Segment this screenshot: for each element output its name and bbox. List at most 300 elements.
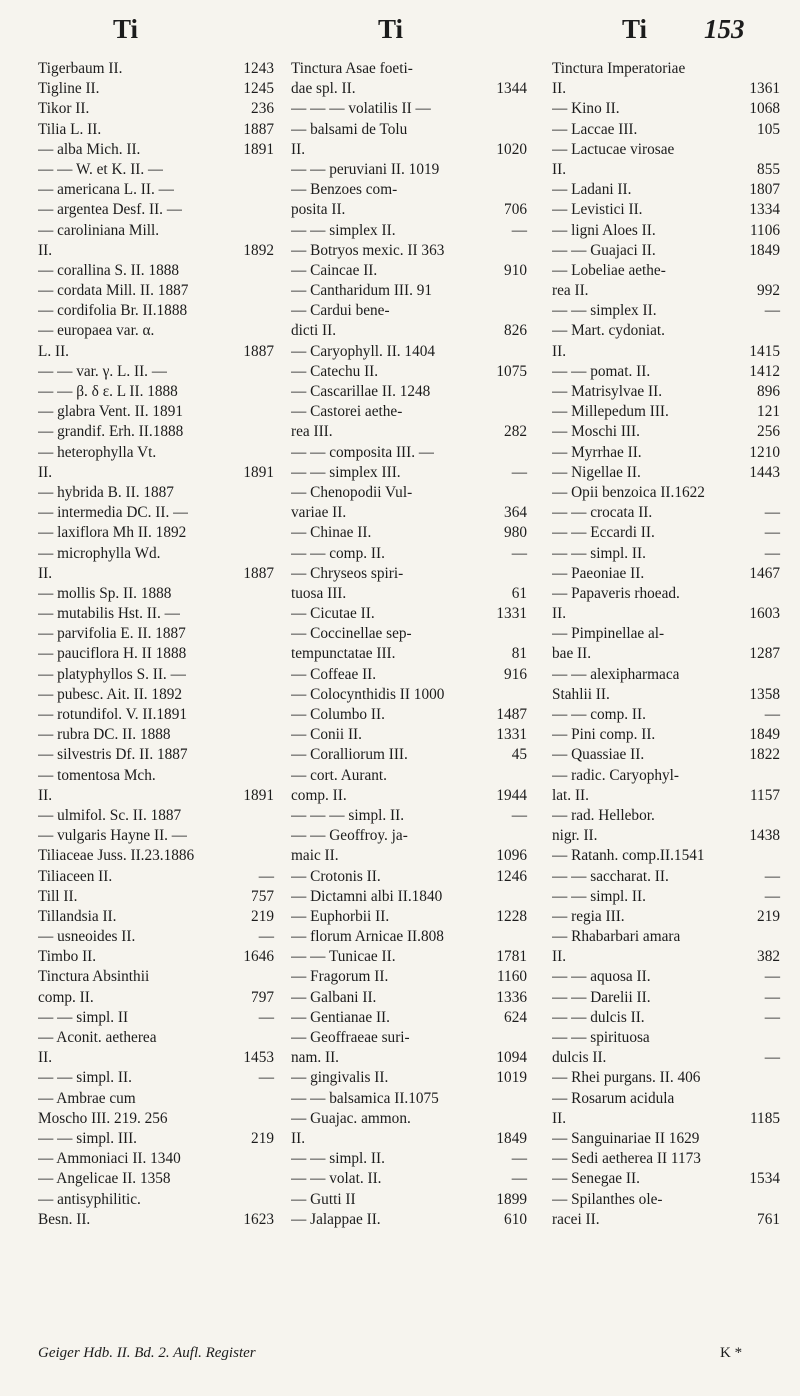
entry-term: — cort. Aurant. [291,766,388,784]
index-entry [38,79,274,99]
entry-term: — Columbo II. [291,706,385,723]
index-entry [552,483,780,503]
entry-page: 61 [511,584,527,602]
entry-term: II. [552,1109,567,1127]
index-entry [291,402,527,422]
entry-term: — — simpl. II. [38,1069,132,1087]
index-entry [291,463,527,483]
index-entry [552,1008,780,1028]
index-entry [552,362,780,382]
index-entry [291,584,527,604]
entry-page: 1412 [749,362,780,380]
index-entry [291,988,527,1008]
index-entry [291,241,527,261]
entry-term: — Galbani II. [291,988,377,1006]
index-entry [38,584,274,604]
entry-term: — florum Arnicae II.808 [291,928,444,946]
entry-term: — rubra DC. II. 1888 [38,726,171,744]
index-entry [38,766,274,786]
index-entry [291,705,527,725]
entry-page: — [764,706,780,723]
entry-page: — [764,544,780,562]
index-entry [38,261,274,281]
entry-page: 1849 [749,726,780,744]
index-entry [38,745,274,765]
index-entry [291,79,527,99]
index-entry [291,261,527,281]
entry-page: 896 [757,383,780,400]
entry-term: Tiliaceae Juss. II.23.1886 [38,847,195,865]
entry-page: 624 [504,1008,527,1026]
index-entry [552,99,780,119]
entry-term: — Gentianae II. [291,1008,390,1026]
entry-term: — Conii II. [291,726,362,744]
index-entry [552,79,780,99]
index-entry [552,200,780,220]
index-entry [291,59,527,79]
entry-term: II. [38,241,53,259]
index-entry [291,1190,527,1210]
entry-term: — — balsamica II.1075 [291,1089,439,1107]
entry-term: — Cascarillae II. 1248 [291,383,431,400]
entry-page: 916 [504,665,527,683]
entry-term: — Rhabarbari amara [552,928,681,946]
entry-page: — [764,887,780,905]
entry-term: — intermedia DC. II. — [38,504,189,522]
entry-term: — Laccae III. [552,120,638,138]
entry-term: — Ammoniaci II. 1340 [38,1150,181,1168]
index-entry [38,402,274,422]
entry-term: — mutabilis Hst. II. — [38,605,180,623]
entry-term: — Lactucae virosae [552,140,675,158]
entry-term: Timbo II. [38,948,97,966]
index-entry [552,382,780,402]
entry-page: 1068 [749,100,780,118]
entry-term: — grandif. Erh. II.1888 [38,423,184,441]
index-entry [291,321,527,341]
index-entry [552,1210,780,1230]
entry-term: — — W. et K. II. — [38,160,164,178]
index-entry [38,544,274,564]
entry-term: — cordata Mill. II. 1887 [38,282,189,300]
entry-page: 980 [504,524,527,542]
entry-term: Stahlii II. [552,685,610,703]
entry-term: Till II. [38,887,78,905]
index-entry [38,1068,274,1088]
entry-term: — Dictamni albi II.1840 [291,887,443,905]
entry-page: 855 [757,160,780,178]
index-entry [38,1190,274,1210]
entry-term: dulcis II. [552,1049,607,1067]
entry-term: — vulgaris Hayne II. — [38,827,188,845]
entry-term: Tigline II. [38,80,100,98]
entry-term: II. [38,786,53,804]
index-entry [38,705,274,725]
entry-term: — silvestris Df. II. 1887 [38,746,188,764]
index-entry [291,200,527,220]
entry-term: II. [552,948,567,966]
index-entry [291,382,527,402]
entry-term: rea III. [291,423,333,441]
index-entry [38,947,274,967]
entry-page: 1487 [496,706,527,723]
entry-page: 45 [511,746,527,764]
entry-term: — — comp. II. [552,706,646,723]
entry-term: nam. II. [291,1049,339,1067]
entry-term: — pubesc. Ait. II. 1892 [38,685,183,703]
entry-term: — Ambrae cum [38,1089,136,1107]
index-entry [291,725,527,745]
entry-term: — Fragorum II. [291,968,389,986]
index-entry [291,544,527,564]
entry-term: — Kino II. [552,100,620,118]
entry-page: 1228 [496,907,527,925]
entry-page: 1415 [749,342,780,360]
entry-term: — Caryophyll. II. 1404 [291,342,436,360]
index-entry [552,685,780,705]
index-entry [38,967,274,987]
entry-term: racei II. [552,1210,600,1228]
entry-page: — [764,524,780,542]
index-entry [38,241,274,261]
footer-signature: Geiger Hdb. II. Bd. 2. Aufl. Register [38,1345,256,1361]
entry-term: tempunctatae III. [291,645,396,663]
entry-page: 1892 [243,241,274,259]
entry-term: — rotundifol. V. II.1891 [38,706,188,723]
index-entry [291,422,527,442]
entry-page: 282 [504,423,527,441]
index-entry [38,200,274,220]
index-entry [291,281,527,301]
entry-term: — — dulcis II. [552,1008,645,1026]
entry-term: — — comp. II. [291,544,385,562]
entry-page: 992 [757,282,780,300]
entry-term: II. [38,463,53,481]
index-entry [291,604,527,624]
index-entry [291,564,527,584]
index-entry [291,1089,527,1109]
entry-term: — — simpl. II [38,1008,129,1026]
entry-term: — alba Mich. II. [38,140,141,158]
entry-term: dicti II. [291,322,337,340]
index-entry [291,1210,527,1230]
entry-page: 1453 [243,1049,274,1067]
entry-term: — tomentosa Mch. [38,766,156,784]
index-entry [552,644,780,664]
index-entry [38,120,274,140]
index-entry [552,1028,780,1048]
entry-term: — rad. Hellebor. [552,806,655,824]
entry-term: nigr. II. [552,827,598,845]
entry-page: — [511,544,527,562]
index-entry [291,443,527,463]
entry-term: — Matrisylvae II. [552,383,663,400]
entry-term: — glabra Vent. II. 1891 [38,403,184,421]
entry-term: Tiliaceen II. [38,867,113,885]
entry-term: comp. II. [291,786,347,804]
header-left: Ti [113,14,139,44]
entry-term: — — — volatilis II — [291,100,431,118]
entry-term: — parvifolia E. II. 1887 [38,625,186,643]
entry-term: — usneoides II. [38,928,136,946]
index-entry [38,443,274,463]
entry-term: — — — simpl. II. [291,806,405,824]
entry-page: — [258,928,274,946]
entry-term: — Lobeliae aethe- [552,261,666,279]
index-entry [291,140,527,160]
entry-term: — Cicutae II. [291,605,375,623]
index-entry [291,221,527,241]
entry-term: — mollis Sp. II. 1888 [38,584,172,602]
index-entry [38,644,274,664]
index-entry [552,705,780,725]
entry-term: — — composita III. — [291,443,435,461]
entry-page: 1443 [749,463,780,481]
entry-page: 1243 [243,60,274,77]
entry-page: 1287 [749,645,780,663]
index-entry [291,180,527,200]
entry-page: — [511,1150,527,1168]
index-entry [291,766,527,786]
index-entry [291,120,527,140]
entry-term: — Colocynthidis II 1000 [291,685,445,703]
page-header [0,14,800,48]
index-entry [552,846,780,866]
index-entry [552,604,780,624]
index-entry [38,624,274,644]
index-entry [38,826,274,846]
index-entry [552,1048,780,1068]
entry-page: — [764,867,780,885]
index-entry [291,806,527,826]
index-entry [38,665,274,685]
entry-term: — Coffeae II. [291,665,377,683]
entry-term: Besn. II. [38,1210,91,1228]
entry-term: II. [552,160,567,178]
entry-page: 1891 [243,463,274,481]
entry-term: — Pimpinellae al- [552,625,665,643]
index-entry [552,120,780,140]
index-column-2 [291,59,527,1230]
index-entry [38,1028,274,1048]
entry-term: — — peruviani II. 1019 [291,160,440,178]
index-entry [38,725,274,745]
entry-term: — Chenopodii Vul- [291,483,413,501]
index-entry [552,402,780,422]
index-entry [38,463,274,483]
entry-term: — — simplex II. [291,221,396,239]
index-entry [552,1190,780,1210]
index-entry [38,907,274,927]
entry-page: — [511,806,527,824]
entry-term: — — simplex II. [552,302,657,320]
entry-term: — Moschi III. [552,423,640,441]
index-entry [552,281,780,301]
entry-term: — Coccinellae sep- [291,625,412,643]
entry-term: — Opii benzoica II.1622 [552,483,705,501]
entry-term: — Spilanthes ole- [552,1190,663,1208]
entry-page: 1822 [749,746,780,764]
entry-term: — Ratanh. comp.II.1541 [552,847,705,865]
index-entry [291,1008,527,1028]
entry-term: — Aconit. aetherea [38,1029,157,1046]
entry-page: 1849 [496,1129,527,1147]
index-entry [291,644,527,664]
entry-page: 1623 [243,1210,274,1228]
entry-term: — Mart. cydoniat. [552,322,666,340]
entry-page: 219 [757,907,780,925]
entry-term: — — Darelii II. [552,988,651,1006]
entry-term: — Rosarum acidula [552,1089,675,1107]
entry-page: — [764,504,780,522]
index-entry [38,422,274,442]
entry-term: — — Geoffroy. ja- [291,827,408,845]
index-entry [552,463,780,483]
entry-term: — — volat. II. [291,1170,382,1188]
entry-term: — — saccharat. II. [552,867,669,885]
entry-page: 1210 [749,443,780,461]
entry-term: — Guajac. ammon. [291,1109,411,1127]
index-entry [552,321,780,341]
entry-term: — — Guajaci II. [552,241,656,259]
index-entry [552,564,780,584]
entry-term: — pauciflora H. II 1888 [38,645,187,663]
index-entry [552,766,780,786]
entry-term: lat. II. [552,786,589,804]
entry-term: — Chryseos spiri- [291,564,404,582]
entry-page: 81 [511,645,527,663]
index-entry [38,503,274,523]
index-entry [552,584,780,604]
entry-term: Tinctura Imperatoriae [552,60,686,77]
entry-term: — microphylla Wd. [38,544,161,562]
entry-page: 910 [504,261,527,279]
index-entry [291,362,527,382]
page-footer [38,1345,768,1367]
index-entry [38,281,274,301]
index-entry [552,59,780,79]
entry-term: — — simpl. II. [552,887,646,905]
entry-term: Tilia L. II. [38,120,102,138]
entry-term: — Sanguinariae II 1629 [552,1129,700,1147]
index-entry [291,160,527,180]
entry-page: 1807 [749,181,780,199]
index-entry [291,1068,527,1088]
entry-term: — Sedi aetherea II 1173 [552,1150,701,1168]
entry-page: — [764,302,780,320]
entry-page: 1438 [749,827,780,845]
index-entry [38,806,274,826]
index-entry [552,140,780,160]
index-entry [38,221,274,241]
entry-page: 1096 [496,847,527,865]
entry-term: II. [552,605,567,623]
entry-term: — ligni Aloes II. [552,221,656,239]
entry-term: — Caincae II. [291,261,378,279]
entry-term: — Quassiae II. [552,746,645,764]
entry-page: 1020 [496,140,527,158]
index-entry [291,685,527,705]
entry-page: — [511,221,527,239]
index-entry [38,1008,274,1028]
entry-term: II. [552,80,567,98]
entry-term: — Myrrhae II. [552,443,642,461]
entry-term: — Cantharidum III. 91 [291,282,433,300]
entry-term: — europaea var. α. [38,322,155,340]
entry-term: — Benzoes com- [291,181,398,199]
entry-page: 1891 [243,140,274,158]
entry-page: 1331 [496,726,527,744]
entry-page: 757 [251,887,274,905]
index-entry [38,301,274,321]
index-entry [291,947,527,967]
entry-term: — Ladani II. [552,181,632,199]
index-entry [291,745,527,765]
index-entry [38,1149,274,1169]
entry-page: — [764,988,780,1006]
entry-page: 1887 [243,120,274,138]
entry-term: — cordifolia Br. II.1888 [38,302,188,320]
entry-term: — — simplex III. [291,463,401,481]
index-entry [291,624,527,644]
entry-term: — Paeoniae II. [552,564,645,582]
entry-page: — [764,1049,780,1067]
entry-term: Tinctura Asae foeti- [291,60,413,77]
entry-term: Moscho III. 219. 256 [38,1109,168,1127]
entry-page: 1245 [243,80,274,98]
entry-page: 1185 [749,1109,780,1127]
entry-term: L. II. [38,342,70,360]
entry-page: — [258,867,274,885]
index-entry [291,523,527,543]
entry-page: 236 [251,100,274,118]
index-entry [38,1109,274,1129]
index-entry [291,867,527,887]
index-entry [38,483,274,503]
entry-term: — gingivalis II. [291,1069,389,1087]
index-entry [552,443,780,463]
index-entry [38,887,274,907]
index-entry [38,927,274,947]
index-entry [291,1129,527,1149]
entry-page: 610 [504,1210,527,1228]
index-entry [552,241,780,261]
entry-page: 219 [251,907,274,925]
entry-page: — [764,1008,780,1026]
index-entry [291,927,527,947]
index-entry [552,221,780,241]
index-entry [552,1109,780,1129]
entry-term: — Chinae II. [291,524,372,542]
entry-page: — [258,1069,274,1087]
entry-term: — — var. γ. L. II. — [38,362,168,380]
entry-page: 1646 [243,948,274,966]
entry-term: Tigerbaum II. [38,60,123,77]
entry-term: II. [38,564,53,582]
index-entry [552,927,780,947]
entry-term: — americana L. II. — [38,181,174,199]
entry-term: II. [291,140,306,158]
entry-term: — — spirituosa [552,1029,650,1046]
entry-page: 1944 [496,786,527,804]
index-entry [291,786,527,806]
entry-page: 1157 [749,786,780,804]
index-entry [291,887,527,907]
entry-page: 1334 [749,201,780,219]
index-entry [552,867,780,887]
entry-term: — — β. δ ε. L II. 1888 [38,383,178,400]
entry-term: variae II. [291,504,347,522]
